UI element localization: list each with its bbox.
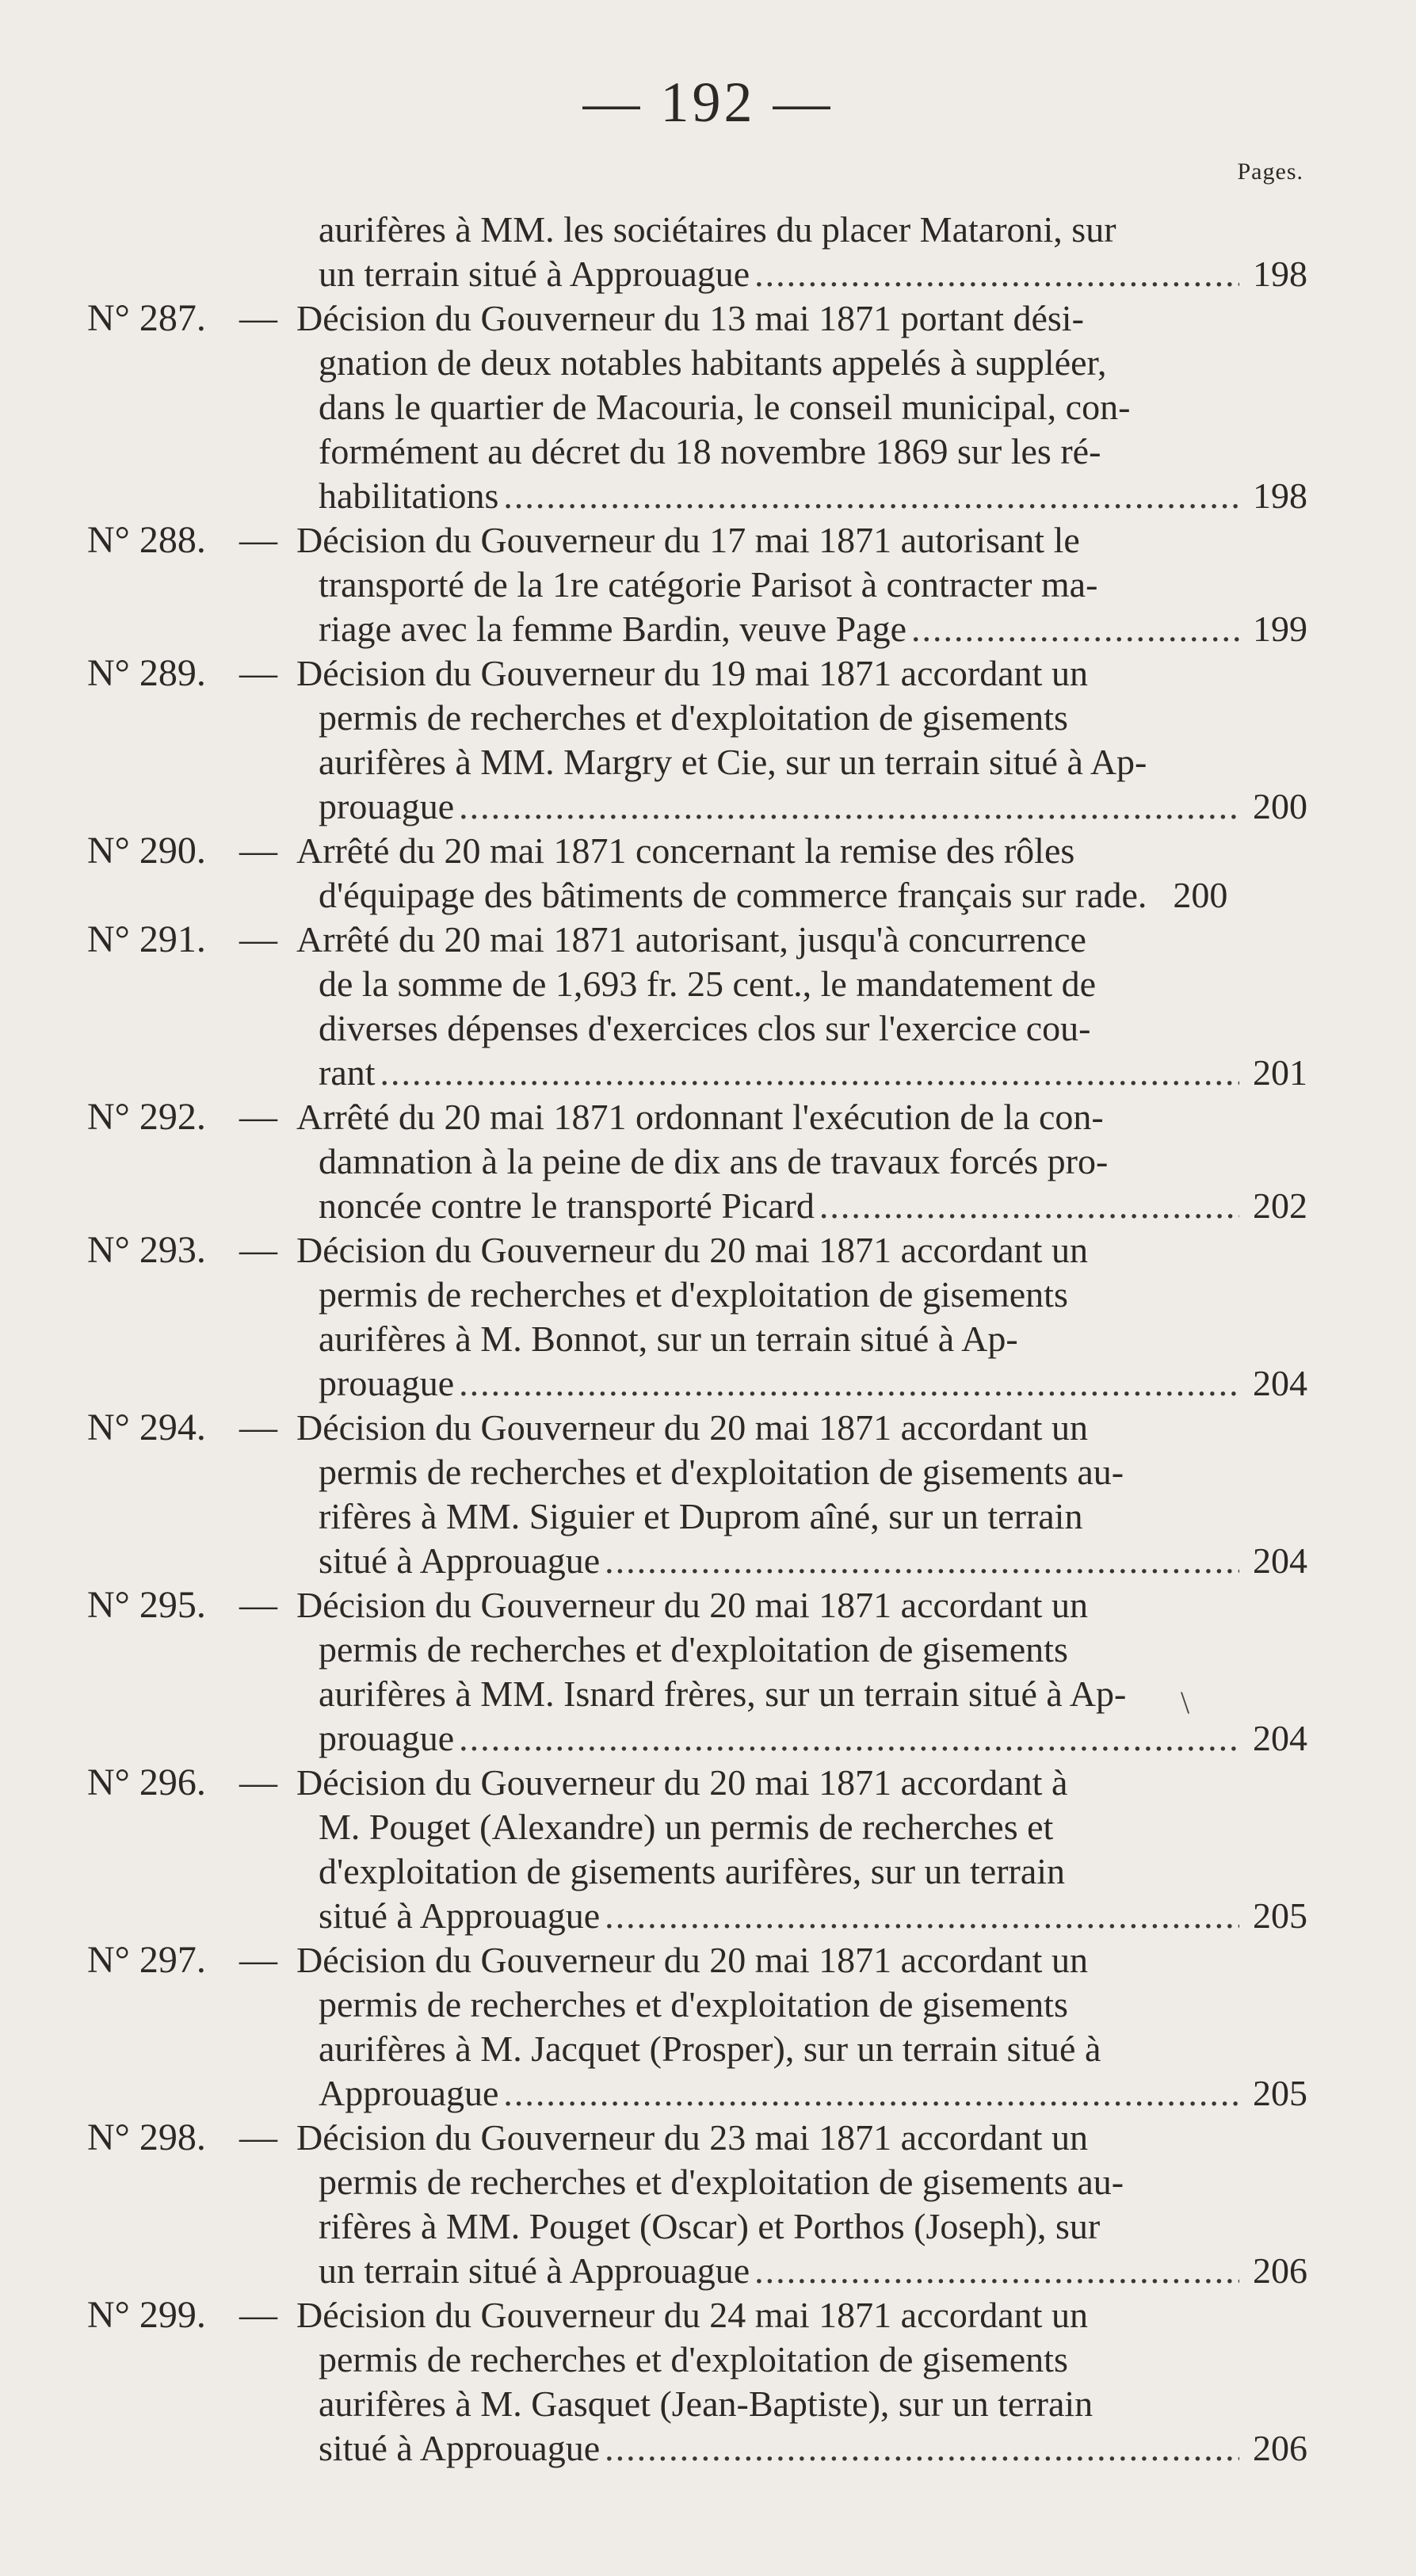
entry-text: prouague xyxy=(319,786,455,826)
index-list xyxy=(87,208,1307,2471)
dot-leader xyxy=(380,1051,1239,1095)
entry-line xyxy=(319,607,1307,651)
dot-leader xyxy=(605,1539,1239,1583)
entry-dash: — xyxy=(239,1939,277,1981)
entry-number: N° 298. xyxy=(87,2116,206,2158)
entry-text: Décision du Gouverneur du 23 mai 1871 accordant un xyxy=(296,2117,1088,2158)
entry-line xyxy=(319,2249,1307,2293)
index-entry xyxy=(87,1583,1307,1761)
entry-page-ref: 206 xyxy=(1253,2250,1307,2291)
entry-line xyxy=(319,2071,1307,2116)
entry-line xyxy=(319,1051,1307,1095)
dot-leader xyxy=(459,1361,1239,1406)
entry-text: Décision du Gouverneur du 19 mai 1871 accordant un xyxy=(296,653,1088,693)
entry-page-ref: 201 xyxy=(1253,1052,1307,1093)
entry-text: d'équipage des bâtiments de commerce français sur rade. xyxy=(319,875,1147,915)
entry-page-ref: 204 xyxy=(1253,1363,1307,1403)
entry-text: situé à Approuague xyxy=(319,1540,601,1581)
entry-page-ref: 202 xyxy=(1253,1185,1307,1226)
entry-line xyxy=(319,873,1307,918)
entry-number: N° 296. xyxy=(87,1761,206,1803)
entry-line xyxy=(319,1539,1307,1583)
entry-dash: — xyxy=(239,2116,277,2158)
entry-text: situé à Approuague xyxy=(319,1895,601,1936)
entry-text: permis de recherches et d'exploitation de gisements xyxy=(319,697,1068,738)
entry-text: Décision du Gouverneur du 13 mai 1871 portant dési- xyxy=(296,298,1084,338)
entry-text: Décision du Gouverneur du 17 mai 1871 autorisant le xyxy=(296,520,1080,560)
entry-line xyxy=(319,1139,1307,1184)
entry-line xyxy=(319,1716,1307,1761)
entry-text: gnation de deux notables habitants appelés à suppléer, xyxy=(319,342,1107,383)
entry-line xyxy=(296,651,1307,696)
dot-leader xyxy=(503,474,1239,518)
entry-page-ref: 199 xyxy=(1253,609,1307,649)
index-entry xyxy=(87,1938,1307,2116)
entry-line xyxy=(319,208,1307,252)
entry-number: N° 290. xyxy=(87,830,206,872)
entry-text: rifères à MM. Pouget (Oscar) et Porthos (Joseph), sur xyxy=(319,2206,1101,2246)
entry-text: prouague xyxy=(319,1718,455,1758)
index-entry xyxy=(87,2293,1307,2471)
entry-text: situé à Approuague xyxy=(319,2428,601,2468)
entry-text: permis de recherches et d'exploitation de gisements au- xyxy=(319,1452,1124,1492)
entry-number: N° 299. xyxy=(87,2294,206,2336)
entry-text: de la somme de 1,693 fr. 25 cent., le mandatement de xyxy=(319,964,1097,1004)
entry-line xyxy=(319,1184,1307,1228)
entry-line xyxy=(319,1006,1307,1051)
entry-dash: — xyxy=(239,519,277,561)
entry-line xyxy=(319,2382,1307,2426)
entry-number: N° 288. xyxy=(87,519,206,561)
dot-leader xyxy=(819,1184,1239,1228)
entry-dash: — xyxy=(239,830,277,872)
entry-number: N° 294. xyxy=(87,1406,206,1448)
index-entry xyxy=(87,829,1307,918)
dot-leader xyxy=(605,2426,1239,2471)
index-entry xyxy=(87,1228,1307,1406)
entry-line xyxy=(319,2204,1307,2249)
entry-dash: — xyxy=(239,2294,277,2336)
entry-text: riage avec la femme Bardin, veuve Page xyxy=(319,609,907,649)
entry-number: N° 291. xyxy=(87,918,206,960)
index-entry xyxy=(87,208,1307,296)
entry-dash: — xyxy=(239,652,277,694)
entry-text: prouague xyxy=(319,1363,455,1403)
entry-page-ref: 204 xyxy=(1253,1540,1307,1581)
entry-text: Décision du Gouverneur du 24 mai 1871 accordant un xyxy=(296,2295,1088,2335)
pages-column-label: Pages. xyxy=(1237,158,1303,185)
entry-number: N° 297. xyxy=(87,1939,206,1981)
entry-line xyxy=(296,829,1307,873)
entry-line xyxy=(319,1317,1307,1361)
entry-text: aurifères à M. Jacquet (Prosper), sur un terrain situé à xyxy=(319,2028,1101,2069)
entry-line xyxy=(319,2426,1307,2471)
entry-text: un terrain situé à Approuague xyxy=(319,2250,750,2291)
entry-text: rifères à MM. Siguier et Duprom aîné, sur un terrain xyxy=(319,1496,1083,1536)
entry-page-ref: 205 xyxy=(1253,1895,1307,1936)
entry-line xyxy=(319,385,1307,429)
entry-text: Approuague xyxy=(319,2073,499,2113)
entry-line xyxy=(319,2027,1307,2071)
dot-leader xyxy=(459,1716,1239,1761)
entry-text: d'exploitation de gisements aurifères, sur un terrain xyxy=(319,1851,1066,1891)
index-entry xyxy=(87,1406,1307,1583)
scan-speck-mark: \ xyxy=(1181,1685,1190,1720)
entry-dash: — xyxy=(239,1096,277,1138)
entry-line xyxy=(319,2160,1307,2204)
entry-text: Arrêté du 20 mai 1871 concernant la remise des rôles xyxy=(296,830,1075,871)
dot-leader xyxy=(503,2071,1239,2116)
entry-text: Décision du Gouverneur du 20 mai 1871 accordant à xyxy=(296,1762,1068,1803)
entry-dash: — xyxy=(239,1584,277,1626)
index-entry xyxy=(87,918,1307,1095)
entry-dash: — xyxy=(239,297,277,339)
entry-dash: — xyxy=(239,1229,277,1271)
entry-page-ref: 200 xyxy=(1253,786,1307,826)
entry-text: M. Pouget (Alexandre) un permis de recherches et xyxy=(319,1807,1054,1847)
entry-text: transporté de la 1re catégorie Parisot à contracter ma- xyxy=(319,564,1098,605)
entry-line xyxy=(296,1228,1307,1273)
entry-line xyxy=(319,2337,1307,2382)
entry-line xyxy=(319,1361,1307,1406)
entry-line xyxy=(319,1628,1307,1672)
entry-dash: — xyxy=(239,1761,277,1803)
entry-number: N° 287. xyxy=(87,297,206,339)
entry-number: N° 295. xyxy=(87,1584,206,1626)
dot-leader xyxy=(754,2249,1239,2293)
entry-line xyxy=(319,1494,1307,1539)
entry-text: aurifères à M. Gasquet (Jean-Baptiste), sur un terrain xyxy=(319,2383,1093,2424)
entry-text: dans le quartier de Macouria, le conseil municipal, con- xyxy=(319,387,1131,427)
entry-line xyxy=(296,1761,1307,1805)
entry-number: N° 289. xyxy=(87,652,206,694)
entry-text: aurifères à MM. les sociétaires du placer Mataroni, sur xyxy=(319,209,1116,250)
entry-page-ref: 198 xyxy=(1253,254,1307,294)
entry-line xyxy=(319,474,1307,518)
entry-text: rant xyxy=(319,1052,376,1093)
dot-leader xyxy=(754,252,1239,296)
dot-leader xyxy=(459,784,1239,829)
entry-line xyxy=(319,1849,1307,1894)
entry-text: Décision du Gouverneur du 20 mai 1871 accordant un xyxy=(296,1407,1088,1448)
entry-number: N° 293. xyxy=(87,1229,206,1271)
entry-line xyxy=(296,1406,1307,1450)
entry-number: N° 292. xyxy=(87,1096,206,1138)
entry-text: un terrain situé à Approuague xyxy=(319,254,750,294)
entry-text: diverses dépenses d'exercices clos sur l'exercice cou- xyxy=(319,1008,1091,1048)
entry-text: damnation à la peine de dix ans de travaux forcés pro- xyxy=(319,1141,1109,1181)
entry-text: Décision du Gouverneur du 20 mai 1871 accordant un xyxy=(296,1230,1088,1270)
entry-line xyxy=(296,296,1307,341)
entry-line xyxy=(319,252,1307,296)
entry-line xyxy=(319,740,1307,784)
entry-text: Décision du Gouverneur du 20 mai 1871 accordant un xyxy=(296,1940,1088,1980)
entry-text: permis de recherches et d'exploitation de gisements au- xyxy=(319,2162,1124,2202)
entry-line xyxy=(296,2116,1307,2160)
entry-line xyxy=(296,2293,1307,2337)
entry-line xyxy=(319,1450,1307,1494)
dot-leader xyxy=(911,607,1239,651)
entry-line xyxy=(319,1805,1307,1849)
entry-line xyxy=(296,518,1307,563)
entry-text: noncée contre le transporté Picard xyxy=(319,1185,815,1226)
entry-text: permis de recherches et d'exploitation de gisements xyxy=(319,1984,1068,2025)
entry-text: permis de recherches et d'exploitation de gisements xyxy=(319,1274,1068,1315)
entry-line xyxy=(319,341,1307,385)
entry-page-ref: 204 xyxy=(1253,1718,1307,1758)
entry-text: formément au décret du 18 novembre 1869 sur les ré- xyxy=(319,431,1101,471)
entry-line xyxy=(319,1672,1307,1716)
entry-text: permis de recherches et d'exploitation de gisements xyxy=(319,2339,1068,2379)
entry-text: Arrêté du 20 mai 1871 ordonnant l'exécution de la con- xyxy=(296,1097,1104,1137)
entry-page-ref: 206 xyxy=(1253,2428,1307,2468)
entry-text: Décision du Gouverneur du 20 mai 1871 accordant un xyxy=(296,1585,1088,1625)
entry-text: permis de recherches et d'exploitation de gisements xyxy=(319,1629,1068,1670)
index-entry xyxy=(87,2116,1307,2293)
entry-page-ref: 205 xyxy=(1253,2073,1307,2113)
entry-line xyxy=(296,1095,1307,1139)
entry-page-ref: 200 xyxy=(1173,875,1228,915)
entry-text: aurifères à MM. Margry et Cie, sur un terrain situé à Ap- xyxy=(319,742,1147,782)
entry-line xyxy=(319,1273,1307,1317)
index-entry xyxy=(87,651,1307,829)
entry-line xyxy=(296,918,1307,962)
entry-text: habilitations xyxy=(319,475,499,516)
index-entry xyxy=(87,1761,1307,1938)
index-entry xyxy=(87,518,1307,651)
entry-text: aurifères à M. Bonnot, sur un terrain situé à Ap- xyxy=(319,1319,1018,1359)
page-number: — 192 — xyxy=(582,71,834,134)
entry-line xyxy=(319,563,1307,607)
entry-dash: — xyxy=(239,918,277,960)
entry-line xyxy=(319,696,1307,740)
entry-dash: — xyxy=(239,1406,277,1448)
index-entry xyxy=(87,296,1307,518)
entry-line xyxy=(319,1894,1307,1938)
entry-text: aurifères à MM. Isnard frères, sur un terrain situé à Ap- xyxy=(319,1673,1127,1714)
entry-text: Arrêté du 20 mai 1871 autorisant, jusqu'à concurrence xyxy=(296,919,1086,960)
entry-page-ref: 198 xyxy=(1253,475,1307,516)
dot-leader xyxy=(605,1894,1239,1938)
index-entry xyxy=(87,1095,1307,1228)
entry-line xyxy=(296,1583,1307,1628)
entry-line xyxy=(319,429,1307,474)
entry-line xyxy=(319,1983,1307,2027)
entry-line xyxy=(319,962,1307,1006)
entry-line xyxy=(319,784,1307,829)
entry-line xyxy=(296,1938,1307,1983)
